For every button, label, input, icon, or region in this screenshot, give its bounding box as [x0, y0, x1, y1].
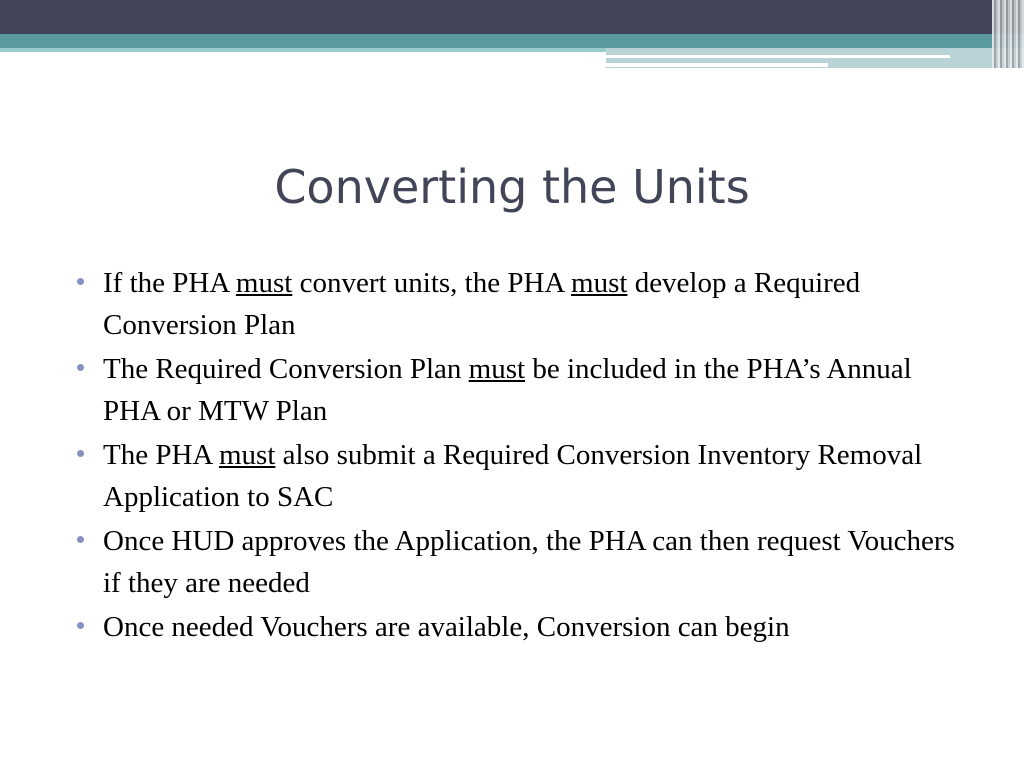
- bullet-text: Once needed Vouchers are available, Conversion can begin: [103, 611, 790, 643]
- bullet-marker-icon: [77, 278, 84, 285]
- bullet-list: [75, 262, 955, 650]
- bullet-marker-icon: [77, 622, 84, 629]
- emphasis-text: must: [571, 267, 628, 299]
- header-accent-line-2: [606, 63, 828, 67]
- bullet-item: [75, 262, 955, 346]
- bullet-item: [75, 520, 955, 604]
- bullet-text: also submit a Required Conversion Inventory Removal Application to SAC: [103, 439, 923, 513]
- emphasis-text: must: [235, 267, 293, 299]
- emphasis-text: must: [468, 353, 526, 385]
- bullet-text: The PHA: [103, 439, 219, 471]
- bullet-item: [75, 434, 955, 518]
- bullet-marker-icon: [77, 536, 84, 543]
- bullet-item: [75, 348, 955, 432]
- header-bar-dark: [0, 0, 1024, 34]
- bullet-text: The Required Conversion Plan: [103, 353, 469, 385]
- header-stripes: [992, 0, 1024, 68]
- bullet-text: Once HUD approves the Application, the PHA can then request Vouchers if they are needed: [103, 525, 955, 599]
- emphasis-text: must: [219, 439, 276, 471]
- bullet-item: [75, 606, 955, 648]
- bullet-text: If the PHA: [103, 267, 236, 299]
- bullet-marker-icon: [77, 450, 84, 457]
- bullet-text: convert units, the PHA: [292, 267, 572, 299]
- header-bar-teal: [0, 34, 1024, 48]
- slide-title: Converting the Units: [274, 160, 750, 214]
- header-bar-teal-light: [0, 48, 606, 52]
- bullet-text: develop a Required Conversion Plan: [103, 267, 861, 341]
- header-accent-line: [606, 55, 950, 58]
- bullet-text: be included in the PHA’s Annual PHA or MTW Plan: [103, 353, 912, 427]
- bullet-marker-icon: [77, 364, 84, 371]
